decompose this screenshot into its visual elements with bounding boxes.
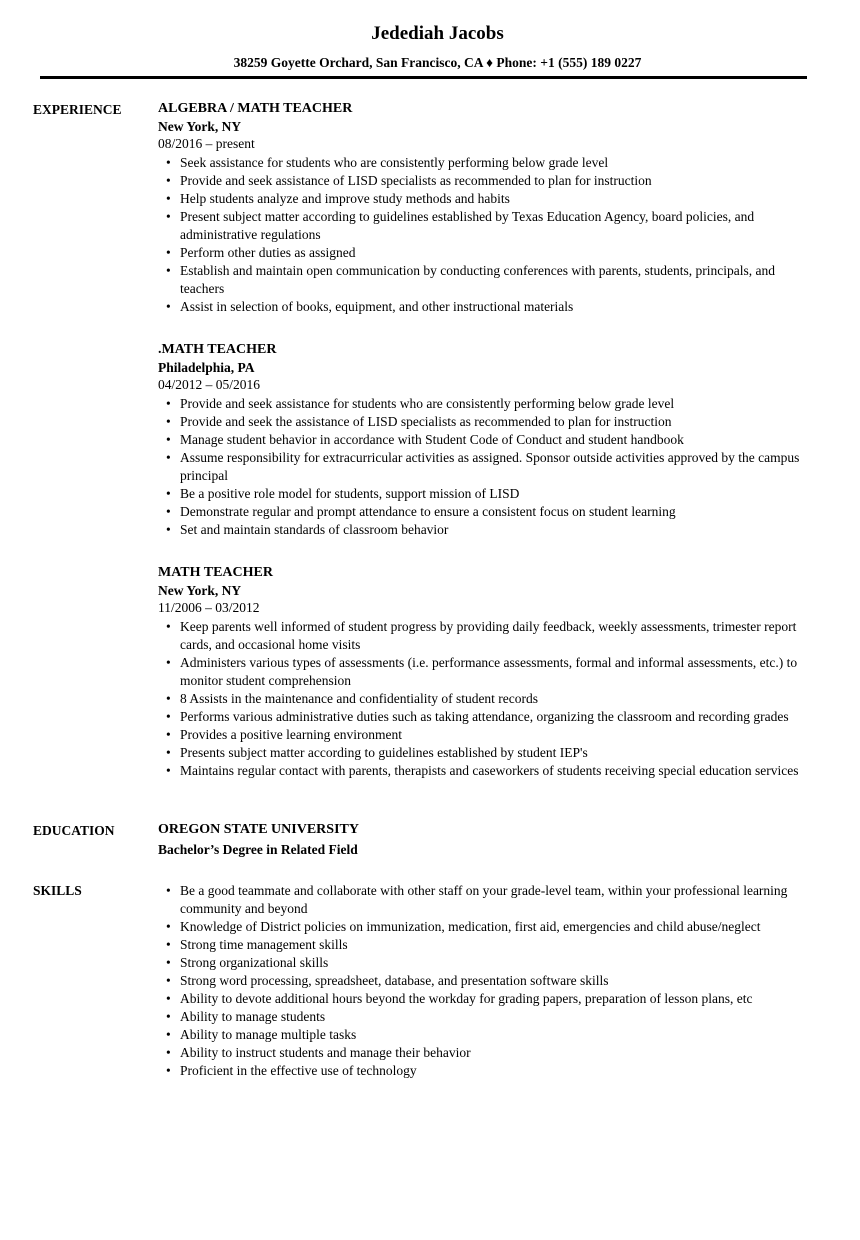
skill-bullet: • Strong word processing, spreadsheet, database, and presentation software skills [158,972,810,990]
skill-bullet: • Ability to manage students [158,1008,810,1026]
job-bullet: • Establish and maintain open communication by conducting conferences with parents, students, principals, and teachers [158,262,810,298]
skill-bullet: • Be a good teammate and collaborate with other staff on your grade-level team, within your professional learning community and beyond [158,882,810,918]
skills-content [158,880,810,1080]
education-section [33,820,842,860]
skill-bullet: • Ability to instruct students and manage their behavior [158,1044,810,1062]
job-location: New York, NY [158,583,242,598]
job-dates: 04/2012 – 05/2016 [158,377,261,392]
job-bullet: • Assume responsibility for extracurricular activities as assigned. Sponsor outside activities approved by the campus principal [158,449,810,485]
education-degree: Bachelor’s Degree in Related Field [158,842,358,857]
job-bullet: • Provide and seek assistance for students who are consistently performing below grade level [158,395,810,413]
job-bullet-list [158,154,810,316]
skill-bullet: • Ability to manage multiple tasks [158,1026,810,1044]
candidate-name: Jedediah Jacobs [371,23,504,44]
job-bullet-list [158,618,810,780]
skill-bullet: • Strong time management skills [158,936,810,954]
skill-bullet: • Strong organizational skills [158,954,810,972]
job-bullet: • 8 Assists in the maintenance and confidentiality of student records [158,690,810,708]
skill-bullet: • Ability to devote additional hours beyond the workday for grading papers, preparation of lesson plans, etc [158,990,810,1008]
job-bullet: • Help students analyze and improve study methods and habits [158,190,810,208]
job-bullet: • Set and maintain standards of classroom behavior [158,521,810,539]
skills-section [33,880,842,1080]
job-entry-1 [158,99,810,316]
contact-line: 38259 Goyette Orchard, San Francisco, CA ♦ Phone: +1 (555) 189 0227 [233,55,642,70]
job-bullet: • Keep parents well informed of student progress by providing daily feedback, weekly assessments, trimester report cards, and occasional home visits [158,618,810,654]
job-bullet: • Present subject matter according to guidelines established by Texas Education Agency, board policies, and administrative regulations [158,208,810,244]
section-label-skills: SKILLS [33,883,82,898]
job-bullet: • Seek assistance for students who are consistently performing below grade level [158,154,810,172]
education-school: OREGON STATE UNIVERSITY [158,822,359,837]
job-bullet-list [158,395,810,539]
job-bullet: • Perform other duties as assigned [158,244,810,262]
job-bullet: • Provides a positive learning environment [158,726,810,744]
skill-bullet: • Proficient in the effective use of technology [158,1062,810,1080]
job-bullet: • Performs various administrative duties such as taking attendance, organizing the classroom and recording grades [158,708,810,726]
job-bullet: • Manage student behavior in accordance with Student Code of Conduct and student handbook [158,431,810,449]
job-title: .MATH TEACHER [158,342,277,357]
resume-header [33,24,842,79]
experience-section [33,99,842,780]
job-bullet: • Administers various types of assessments (i.e. performance assessments, formal and informal assessments, etc.) to monitor student comprehension [158,654,810,690]
job-dates: 08/2016 – present [158,136,255,151]
job-entry-3 [158,563,810,780]
job-title: ALGEBRA / MATH TEACHER [158,101,353,116]
job-bullet: • Be a positive role model for students, support mission of LISD [158,485,810,503]
job-entry-2 [158,340,810,539]
job-bullet: • Assist in selection of books, equipment, and other instructional materials [158,298,810,316]
experience-content [158,99,810,780]
education-content [158,820,810,860]
header-divider [40,76,807,79]
section-label-education: EDUCATION [33,823,115,838]
job-bullet: • Demonstrate regular and prompt attendance to ensure a consistent focus on student learning [158,503,810,521]
job-bullet: • Maintains regular contact with parents, therapists and caseworkers of students receiving special education services [158,762,810,780]
section-label-experience: EXPERIENCE [33,102,122,117]
job-dates: 11/2006 – 03/2012 [158,600,260,615]
job-title: MATH TEACHER [158,565,273,580]
job-bullet: • Provide and seek assistance of LISD specialists as recommended to plan for instruction [158,172,810,190]
job-location: Philadelphia, PA [158,360,255,375]
job-bullet: • Provide and seek the assistance of LISD specialists as recommended to plan for instruction [158,413,810,431]
skill-bullet: • Knowledge of District policies on immunization, medication, first aid, emergencies and child abuse/neglect [158,918,810,936]
job-location: New York, NY [158,119,242,134]
skills-bullet-list [158,882,810,1080]
job-bullet: • Presents subject matter according to guidelines established by student IEP's [158,744,810,762]
